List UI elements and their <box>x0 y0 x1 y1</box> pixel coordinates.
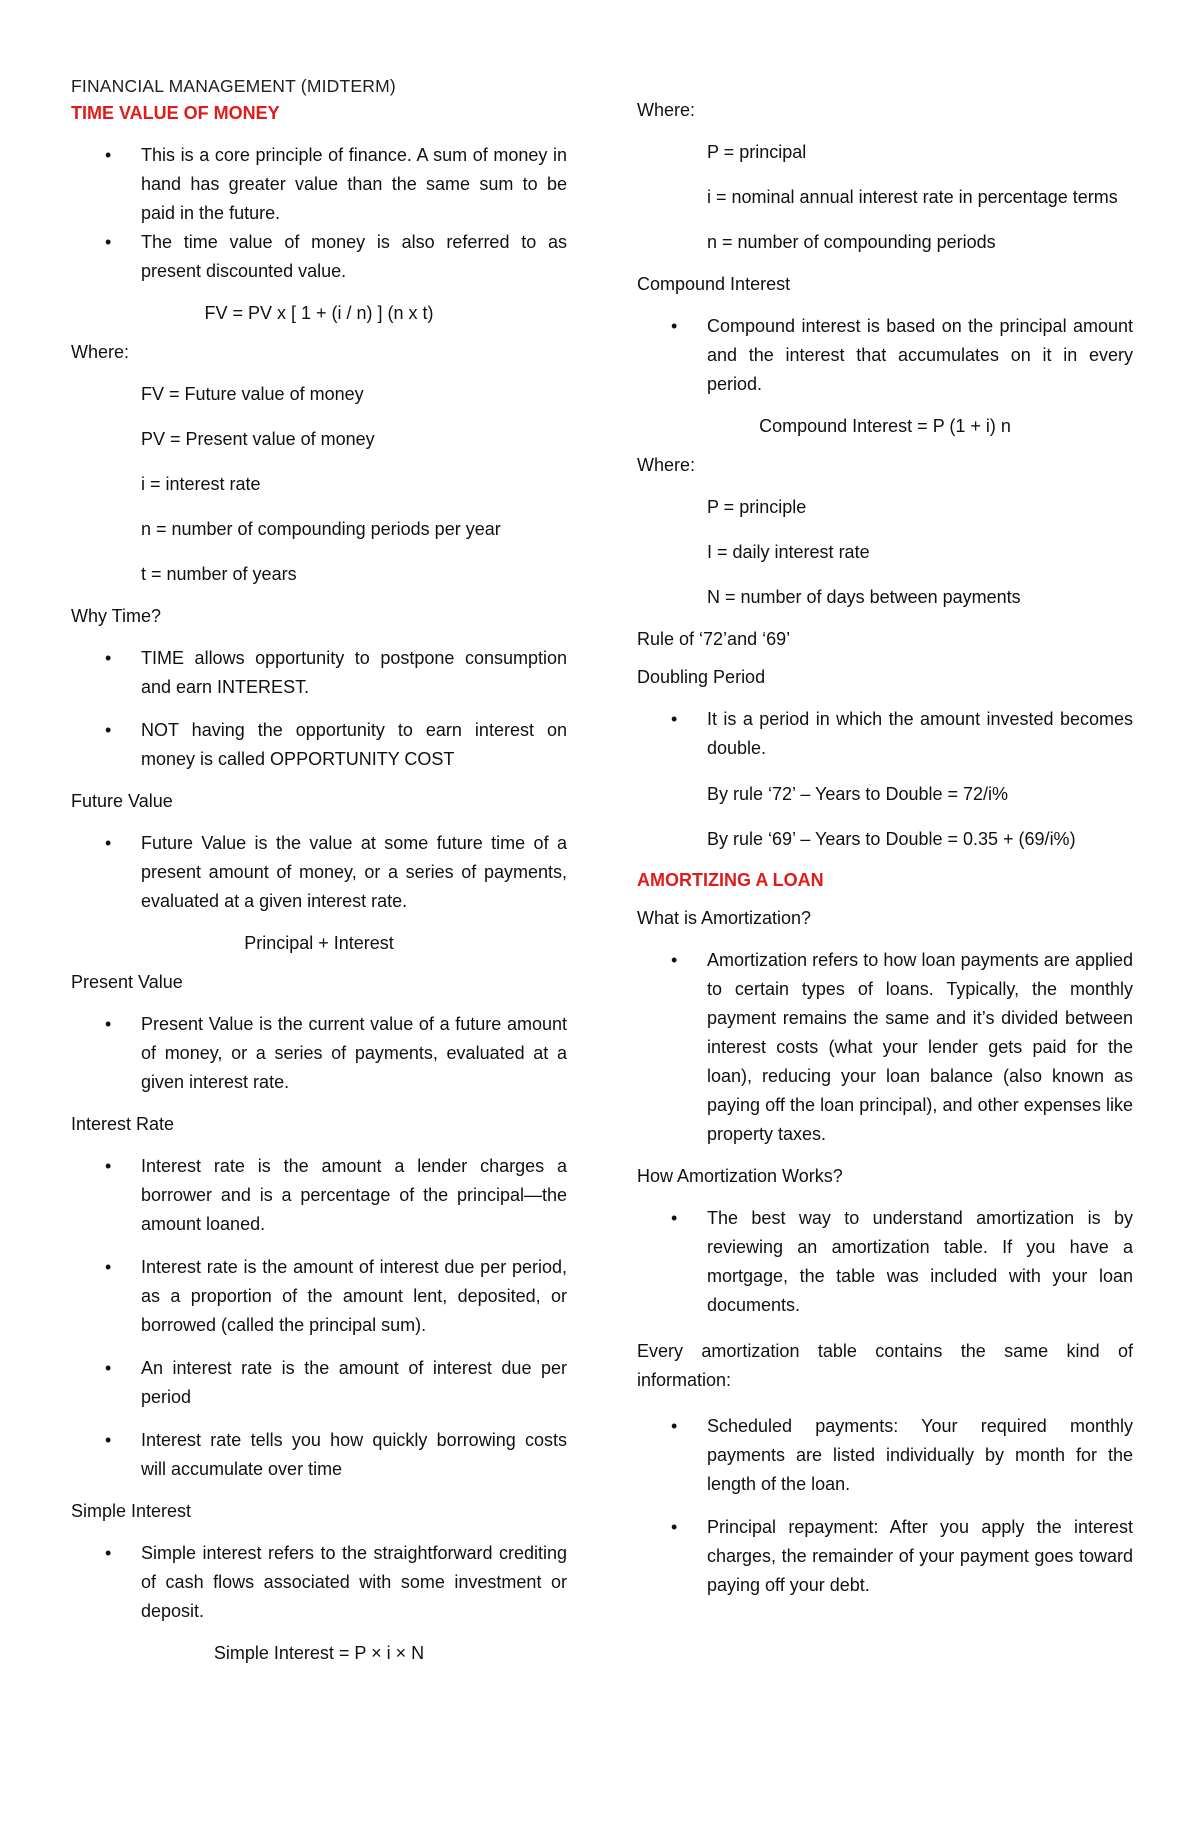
definition-item: i = interest rate <box>141 474 261 494</box>
where-label: Where: <box>71 342 130 362</box>
where-label-2: Where: <box>637 455 696 475</box>
bullet-icon: • <box>671 316 678 336</box>
present-value-bullet-list <box>71 1010 567 1097</box>
list-item: • Compound interest is based on the principal amount and the interest that accumulates on it in every period. <box>637 312 1133 399</box>
how-amortization-bullet-list <box>637 1204 1133 1320</box>
definition-item: n = number of compounding periods per year <box>141 519 501 539</box>
what-is-amortization-heading: What is Amortization? <box>637 908 812 928</box>
compound-interest-formula: Compound Interest = P (1 + i) n <box>759 416 1011 436</box>
doubling-bullet-list <box>637 705 1133 763</box>
definition-item: N = number of days between payments <box>707 587 1021 607</box>
list-item: • Scheduled payments: Your required monthly payments are listed individually by month for the length of the loan. <box>637 1412 1133 1499</box>
bullet-icon: • <box>671 1208 678 1228</box>
why-time-heading: Why Time? <box>71 606 162 626</box>
amortization-table-bullet-list <box>637 1412 1133 1600</box>
list-item: • Future Value is the value at some future time of a present amount of money, or a series of payments, evaluated at a given interest rate. <box>71 829 567 916</box>
list-item: • This is a core principle of finance. A sum of money in hand has greater value than the same sum to be paid in the future. <box>71 141 567 228</box>
simple-interest-bullet-list <box>71 1539 567 1626</box>
doubling-period-heading: Doubling Period <box>637 667 766 687</box>
definition-item: PV = Present value of money <box>141 429 375 449</box>
future-value-heading: Future Value <box>71 791 173 811</box>
bullet-icon: • <box>671 709 678 729</box>
fv-formula: FV = PV x [ 1 + (i / n) ] (n x t) <box>204 303 434 323</box>
amortizing-heading: AMORTIZING A LOAN <box>637 870 824 890</box>
list-item: • Interest rate tells you how quickly borrowing costs will accumulate over time <box>71 1426 567 1484</box>
list-item: • Interest rate is the amount a lender charges a borrower and is a percentage of the principal—the amount loaned. <box>71 1152 567 1239</box>
amortization-table-paragraph: Every amortization table contains the same kind of information: <box>637 1341 1133 1390</box>
bullet-icon: • <box>105 1430 112 1450</box>
fv-definitions <box>141 380 567 589</box>
why-time-bullet-list <box>71 644 567 774</box>
definition-item: i = nominal annual interest rate in percentage terms <box>707 187 1118 207</box>
compound-interest-definitions <box>707 493 1133 612</box>
bullet-icon: • <box>105 1014 112 1034</box>
future-value-formula: Principal + Interest <box>244 933 394 953</box>
bullet-icon: • <box>671 1517 678 1537</box>
rule-72-69-heading: Rule of ‘72’and ‘69’ <box>637 629 791 649</box>
rule-69-formula: By rule ‘69’ – Years to Double = 0.35 + (69/i%) <box>707 829 1076 849</box>
list-item: • Amortization refers to how loan payments are applied to certain types of loans. Typically, the monthly payment remains the same and it’s divided between interest costs (what your lender gets paid for the loan), reducing your loan balance (also known as paying off the loan principal), and other expenses like property taxes. <box>637 946 1133 1149</box>
definition-item: P = principle <box>707 497 807 517</box>
bullet-icon: • <box>105 1543 112 1563</box>
definition-item: I = daily interest rate <box>707 542 870 562</box>
compound-interest-bullet-list <box>637 312 1133 399</box>
section-title: TIME VALUE OF MONEY <box>71 103 280 123</box>
left-column <box>71 76 567 1682</box>
simple-interest-definitions <box>707 138 1133 257</box>
bullet-icon: • <box>105 1358 112 1378</box>
right-column <box>637 100 1133 1617</box>
list-item: • An interest rate is the amount of interest due per period <box>71 1354 567 1412</box>
present-value-heading: Present Value <box>71 972 183 992</box>
simple-interest-heading: Simple Interest <box>71 1501 192 1521</box>
document-title: FINANCIAL MANAGEMENT (MIDTERM) <box>71 76 396 96</box>
bullet-icon: • <box>671 950 678 970</box>
list-item: • It is a period in which the amount invested becomes double. <box>637 705 1133 763</box>
simple-interest-formula: Simple Interest = P × i × N <box>213 1643 425 1663</box>
definition-item: t = number of years <box>141 564 297 584</box>
bullet-icon: • <box>105 833 112 853</box>
interest-rate-heading: Interest Rate <box>71 1114 175 1134</box>
bullet-icon: • <box>105 145 112 165</box>
amortization-bullet-list <box>637 946 1133 1149</box>
bullet-icon: • <box>105 720 112 740</box>
compound-interest-heading: Compound Interest <box>637 274 791 294</box>
definition-item: n = number of compounding periods <box>707 232 996 252</box>
interest-rate-bullet-list <box>71 1152 567 1484</box>
bullet-icon: • <box>105 232 112 252</box>
list-item: • The best way to understand amortization is by reviewing an amortization table. If you have a mortgage, the table was included with your loan documents. <box>637 1204 1133 1320</box>
intro-bullet-list <box>71 141 567 286</box>
bullet-icon: • <box>105 1156 112 1176</box>
list-item: • The time value of money is also referred to as present discounted value. <box>71 228 567 286</box>
list-item: • Interest rate is the amount of interest due per period, as a proportion of the amount lent, deposited, or borrowed (called the principal sum). <box>71 1253 567 1340</box>
bullet-icon: • <box>105 648 112 668</box>
definition-item: FV = Future value of money <box>141 384 364 404</box>
bullet-icon: • <box>105 1257 112 1277</box>
future-value-bullet-list <box>71 829 567 916</box>
where-label: Where: <box>637 100 696 120</box>
list-item: • NOT having the opportunity to earn interest on money is called OPPORTUNITY COST <box>71 716 567 774</box>
definition-item: P = principal <box>707 142 807 162</box>
rule-72-formula: By rule ‘72’ – Years to Double = 72/i% <box>707 784 1009 804</box>
how-amortization-works-heading: How Amortization Works? <box>637 1166 843 1186</box>
list-item: • Principal repayment: After you apply the interest charges, the remainder of your payment goes toward paying off your debt. <box>637 1513 1133 1600</box>
bullet-icon: • <box>671 1416 678 1436</box>
list-item: • Present Value is the current value of a future amount of money, or a series of payments, evaluated at a given interest rate. <box>71 1010 567 1097</box>
list-item: • TIME allows opportunity to postpone consumption and earn INTEREST. <box>71 644 567 702</box>
list-item: • Simple interest refers to the straightforward crediting of cash flows associated with some investment or deposit. <box>71 1539 567 1626</box>
